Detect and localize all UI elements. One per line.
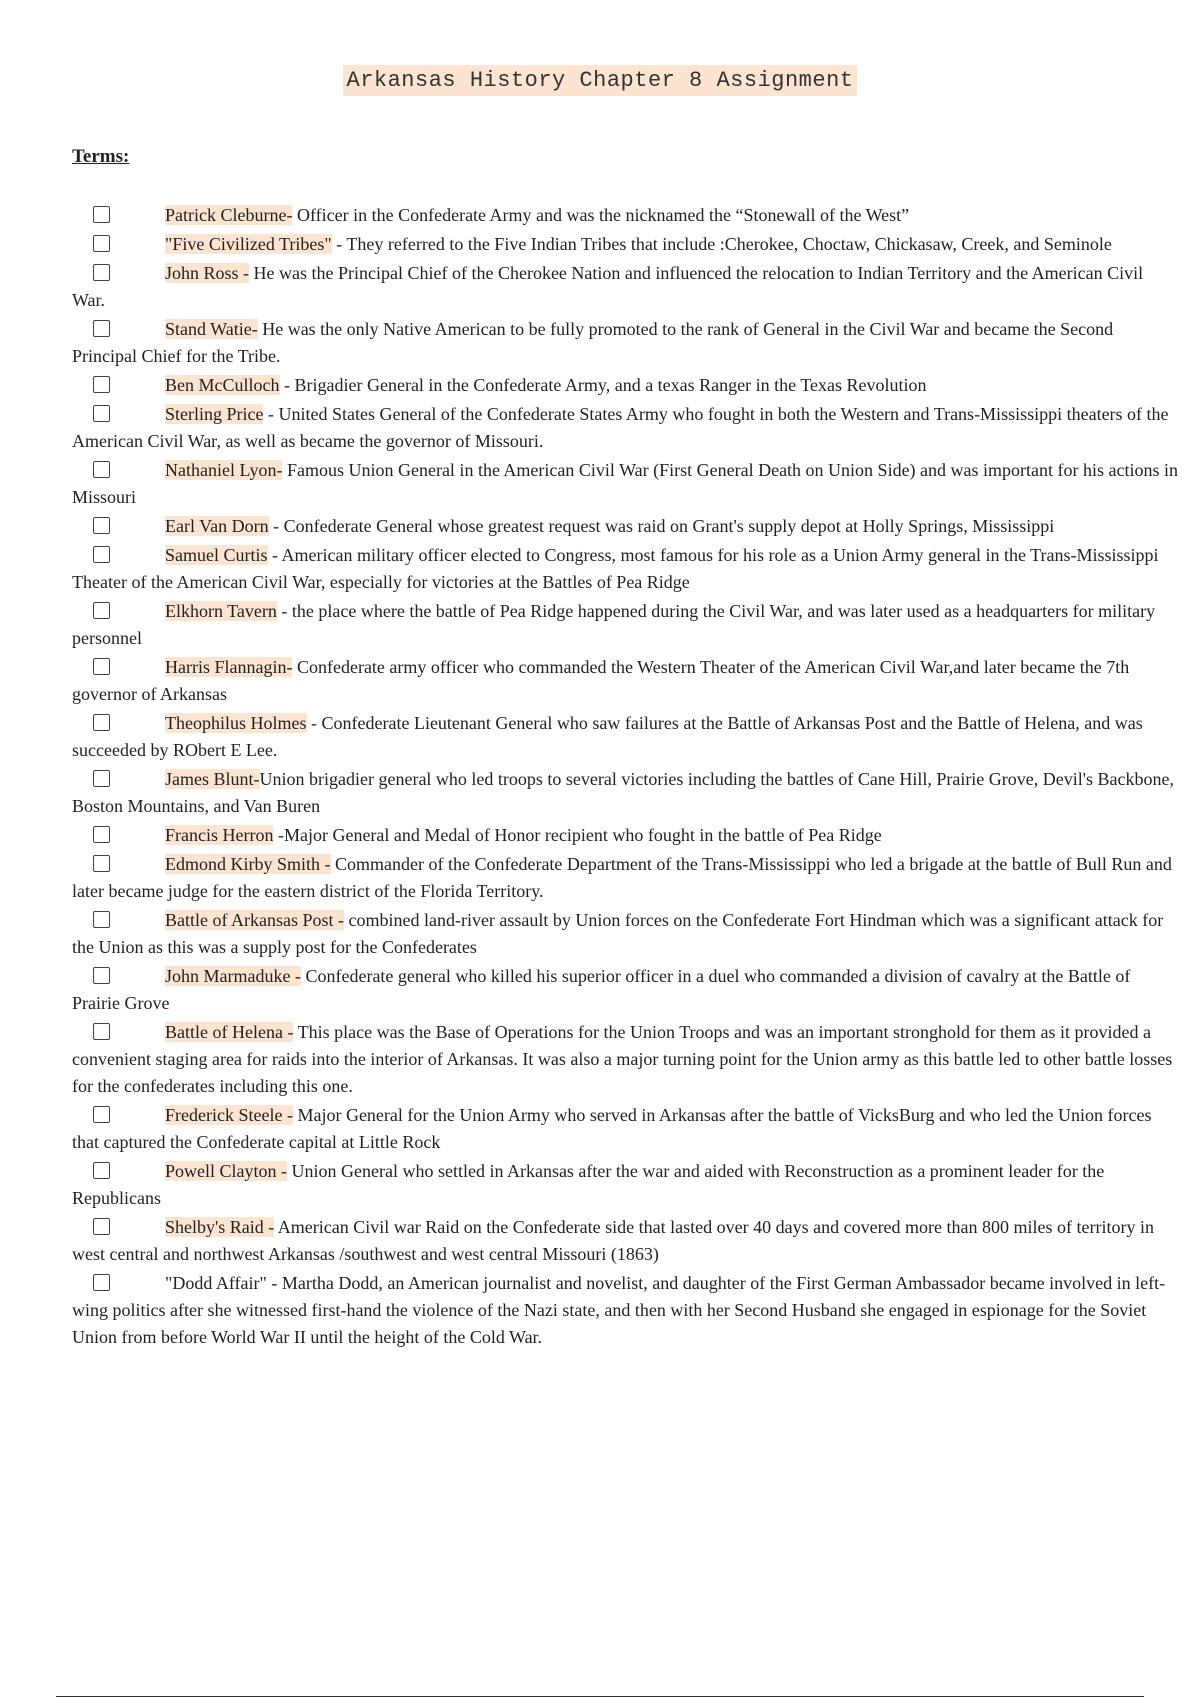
checkbox-icon[interactable] [93,235,110,252]
checkbox-icon[interactable] [93,461,110,478]
term-item [72,401,1180,455]
checkbox-icon[interactable] [93,517,110,534]
terms-heading: Terms: [72,146,130,167]
checkbox-icon[interactable] [93,826,110,843]
checkbox-icon[interactable] [93,546,110,563]
term-definition: - American military officer elected to Congress, most famous for his role as a Union Army general in the Trans-Mississippi Theater of the American Civil War, especially for victories at the Battles of Pea Ridge [72,545,1159,592]
term-item [72,260,1180,314]
footer-divider [56,1696,1144,1697]
term-item [72,822,1180,849]
checkbox-icon[interactable] [93,320,110,337]
document-title-block [0,68,1200,93]
term-name: Samuel Curtis [165,545,268,565]
term-definition: - Brigadier General in the Confederate Army, and a texas Ranger in the Texas Revolution [279,375,927,395]
term-item [72,513,1180,540]
checkbox-icon[interactable] [93,1274,110,1291]
term-name: Stand Watie- [165,319,258,339]
term-name: Powell Clayton - [165,1161,287,1181]
term-definition: -Major General and Medal of Honor recipient who fought in the battle of Pea Ridge [273,825,882,845]
checkbox-icon[interactable] [93,376,110,393]
term-item [72,457,1180,511]
term-definition: - the place where the battle of Pea Ridge happened during the Civil War, and was later used as a headquarters for military personnel [72,601,1156,648]
checkbox-icon[interactable] [93,714,110,731]
term-name: Edmond Kirby Smith - [165,854,331,874]
term-name: Earl Van Dorn [165,516,269,536]
checkbox-icon[interactable] [93,1106,110,1123]
term-item [72,202,1180,229]
term-definition: American Civil war Raid on the Confederate side that lasted over 40 days and covered more than 800 miles of territory in west central and northwest Arkansas /southwest and west central Missouri (1863) [72,1217,1154,1264]
term-name: Francis Herron [165,825,274,845]
term-item [72,1158,1180,1212]
checkbox-icon[interactable] [93,206,110,223]
term-name: Frederick Steele - [165,1105,293,1125]
term-definition: Major General for the Union Army who served in Arkansas after the battle of VicksBurg and who led the Union forces that captured the Confederate capital at Little Rock [72,1105,1152,1152]
term-definition: This place was the Base of Operations for the Union Troops and was an important stronghold for them as it provided a convenient staging area for raids into the interior of Arkansas. It was also a major turning point for the Union army as this battle led to other battle losses for the confederates including this one. [72,1022,1173,1096]
term-definition: - Martha Dodd, an American journalist and novelist, and daughter of the First German Ambassador became involved in left-wing politics after she witnessed first-hand the violence of the Nazi state, and then with her Second Husband she engaged in espionage for the Soviet Union from before World War II until the height of the Cold War. [72,1273,1166,1347]
term-name: "Dodd Affair" [165,1273,267,1293]
checkbox-icon[interactable] [93,1218,110,1235]
term-definition: - Confederate General whose greatest request was raid on Grant's supply depot at Holly Springs, Mississippi [268,516,1055,536]
term-name: Patrick Cleburne- [165,205,293,225]
term-item [72,1102,1180,1156]
term-definition: Union brigadier general who led troops to several victories including the battles of Cane Hill, Prairie Grove, Devil's Backbone, Boston Mountains, and Van Buren [72,769,1174,816]
term-name: Ben McCulloch [165,375,280,395]
term-name: Harris Flannagin- [165,657,293,677]
term-item [72,654,1180,708]
term-name: John Marmaduke - [165,966,301,986]
checkbox-icon[interactable] [93,1162,110,1179]
checkbox-icon[interactable] [93,855,110,872]
term-definition: - Confederate Lieutenant General who saw failures at the Battle of Arkansas Post and the Battle of Helena, and was succeeded by RObert E Lee. [72,713,1143,760]
term-name: Sterling Price [165,404,264,424]
term-item [72,1270,1180,1351]
term-name: James Blunt- [165,769,260,789]
term-name: Nathaniel Lyon- [165,460,283,480]
term-definition: combined land-river assault by Union forces on the Confederate Fort Hindman which was a significant attack for the Union as this was a supply post for the Confederates [72,910,1164,957]
checkbox-icon[interactable] [93,264,110,281]
term-item [72,963,1180,1017]
term-item [72,710,1180,764]
term-definition: He was the Principal Chief of the Cherokee Nation and influenced the relocation to Indian Territory and the American Civil War. [72,263,1144,310]
term-item [72,372,1180,399]
term-item [72,231,1180,258]
term-definition: He was the only Native American to be fully promoted to the rank of General in the Civil War and became the Second Principal Chief for the Tribe. [72,319,1114,366]
term-definition: - They referred to the Five Indian Tribes that include :Cherokee, Choctaw, Chickasaw, Creek, and Seminole [331,234,1112,254]
checkbox-icon[interactable] [93,770,110,787]
checkbox-icon[interactable] [93,1023,110,1040]
term-definition: - United States General of the Confederate States Army who fought in both the Western and Trans-Mississippi theaters of the American Civil War, as well as became the governor of Missouri. [72,404,1169,451]
term-name: "Five Civilized Tribes" [165,234,332,254]
term-item [72,316,1180,370]
terms-list [72,202,1180,1353]
term-definition: Union General who settled in Arkansas after the war and aided with Reconstruction as a prominent leader for the Republicans [72,1161,1105,1208]
checkbox-icon[interactable] [93,967,110,984]
term-name: Shelby's Raid - [165,1217,275,1237]
term-item [72,1019,1180,1100]
term-name: Battle of Arkansas Post - [165,910,344,930]
term-name: Theophilus Holmes [165,713,307,733]
term-item [72,1214,1180,1268]
checkbox-icon[interactable] [93,405,110,422]
checkbox-icon[interactable] [93,911,110,928]
term-definition: Confederate general who killed his superior officer in a duel who commanded a division of cavalry at the Battle of Prairie Grove [72,966,1131,1013]
term-definition: Commander of the Confederate Department of the Trans-Mississippi who led a brigade at the battle of Bull Run and later became judge for the eastern district of the Florida Territory. [72,854,1172,901]
term-item [72,598,1180,652]
term-name: Elkhorn Tavern [165,601,277,621]
term-item [72,851,1180,905]
term-name: John Ross - [165,263,250,283]
checkbox-icon[interactable] [93,658,110,675]
term-item [72,766,1180,820]
term-item [72,542,1180,596]
term-item [72,907,1180,961]
term-name: Battle of Helena - [165,1022,294,1042]
term-definition: Confederate army officer who commanded the Western Theater of the American Civil War,and later became the 7th governor of Arkansas [72,657,1130,704]
document-title: Arkansas History Chapter 8 Assignment [343,65,858,96]
checkbox-icon[interactable] [93,602,110,619]
term-definition: Famous Union General in the American Civil War (First General Death on Union Side) and was important for his actions in Missouri [72,460,1179,507]
term-definition: Officer in the Confederate Army and was the nicknamed the “Stonewall of the West” [292,205,910,225]
